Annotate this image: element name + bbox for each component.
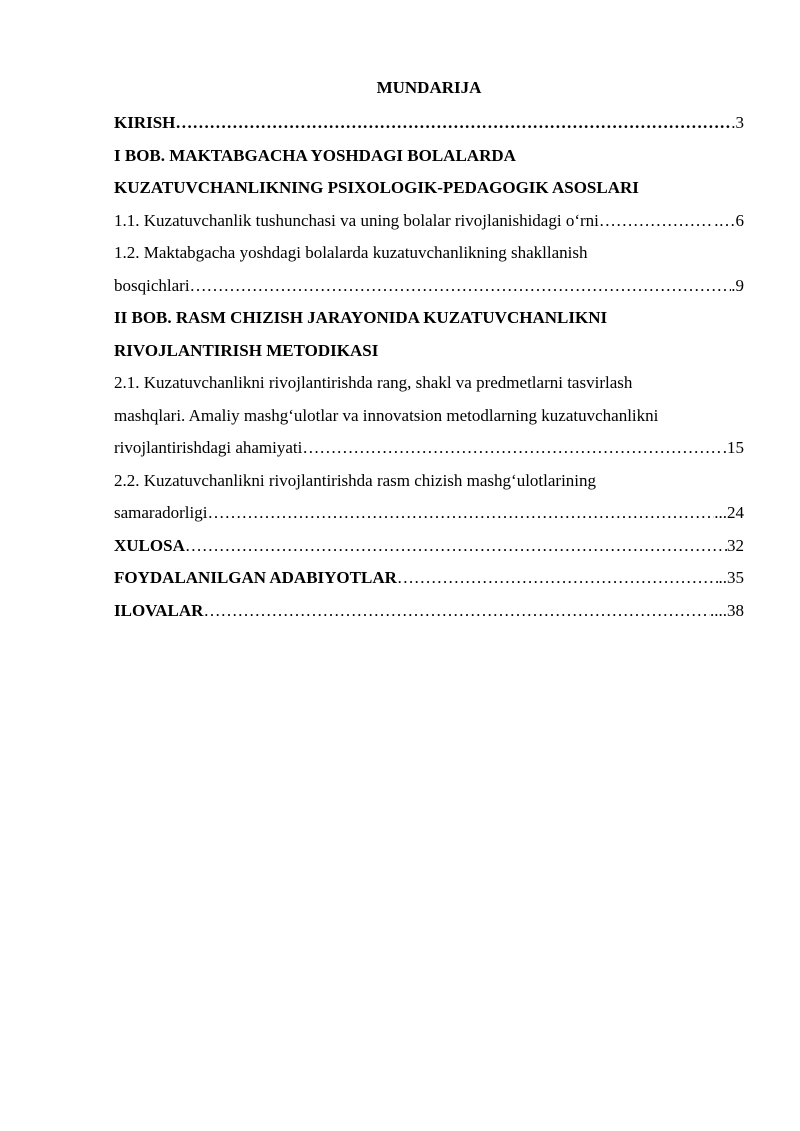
toc-page-number: ...24 bbox=[714, 503, 744, 522]
toc-entry-2-1-line2: mashqlari. Amaliy mashg‘ulotlar va innovatsion metodlarning kuzatuvchanlikni bbox=[114, 405, 659, 425]
toc-chapter-heading-2-line1: II BOB. RASM CHIZISH JARAYONIDA KUZATUVCHANLIKNI bbox=[114, 308, 608, 327]
toc-entry-2-1-line1: 2.1. Kuzatuvchanlikni rivojlantirishda rang, shakl va predmetlarni tasvirlash bbox=[114, 373, 633, 392]
toc-entry-1-1 bbox=[114, 205, 744, 238]
toc-label: XULOSA bbox=[114, 535, 185, 555]
toc-label: ILOVALAR bbox=[114, 600, 204, 620]
toc-entry-kirish bbox=[114, 107, 744, 140]
toc-label: KIRISH bbox=[114, 113, 176, 132]
toc-entry-1-2 bbox=[114, 270, 744, 303]
toc-page-number: ..35 bbox=[718, 568, 744, 587]
toc-label: 1.1. Kuzatuvchanlik tushunchasi va uning bolalar rivojlanishidagi o‘rni bbox=[114, 210, 599, 230]
toc-label: FOYDALANILGAN ADABIYOTLAR bbox=[114, 568, 397, 587]
toc-entry-2-2 bbox=[114, 497, 744, 530]
toc-page-number: 32 bbox=[727, 535, 744, 555]
toc-page-number: ....38 bbox=[710, 600, 744, 620]
toc-leader-dots bbox=[302, 432, 722, 465]
toc-entry-xulosa bbox=[114, 530, 744, 563]
toc-leader-dots bbox=[185, 530, 727, 563]
toc-entry-adabiyotlar bbox=[114, 562, 744, 595]
toc-leader-dots bbox=[397, 562, 719, 595]
toc-chapter-heading-1-line2: KUZATUVCHANLIKNING PSIXOLOGIK-PEDAGOGIK ASOSLARI bbox=[114, 178, 639, 197]
page-title: MUNDARIJA bbox=[376, 78, 482, 97]
toc-leader-dots bbox=[207, 497, 714, 530]
toc-entry-2-2-line1: 2.2. Kuzatuvchanlikni rivojlantirishda rasm chizish mashg‘ulotlarining bbox=[114, 470, 597, 490]
toc-chapter-heading-1-line1: I BOB. MAKTABGACHA YOSHDAGI BOLALARDA bbox=[114, 145, 516, 165]
toc-entry-ilovalar bbox=[114, 595, 744, 628]
toc-chapter-heading-2-line2: RIVOJLANTIRISH METODIKASI bbox=[114, 340, 379, 360]
toc-leader-dots bbox=[190, 270, 732, 303]
toc-label: samaradorligi bbox=[114, 503, 208, 522]
toc-page-number: .9 bbox=[731, 275, 744, 295]
toc-page-number: .15 bbox=[722, 438, 744, 457]
toc-leader-dots bbox=[175, 107, 731, 140]
toc-entry-2-1 bbox=[114, 432, 744, 465]
toc-label: bosqichlari bbox=[114, 275, 190, 295]
toc-entry-1-2-line1: 1.2. Maktabgacha yoshdagi bolalarda kuzatuvchanlikning shakllanish bbox=[114, 243, 588, 262]
toc-page-number: .…6 bbox=[714, 210, 744, 230]
toc-leader-dots bbox=[203, 595, 710, 628]
toc-page-number: .3 bbox=[731, 113, 744, 132]
toc-label: rivojlantirishdagi ahamiyati bbox=[114, 438, 303, 457]
document-page bbox=[114, 74, 744, 627]
toc-leader-dots bbox=[599, 205, 714, 238]
